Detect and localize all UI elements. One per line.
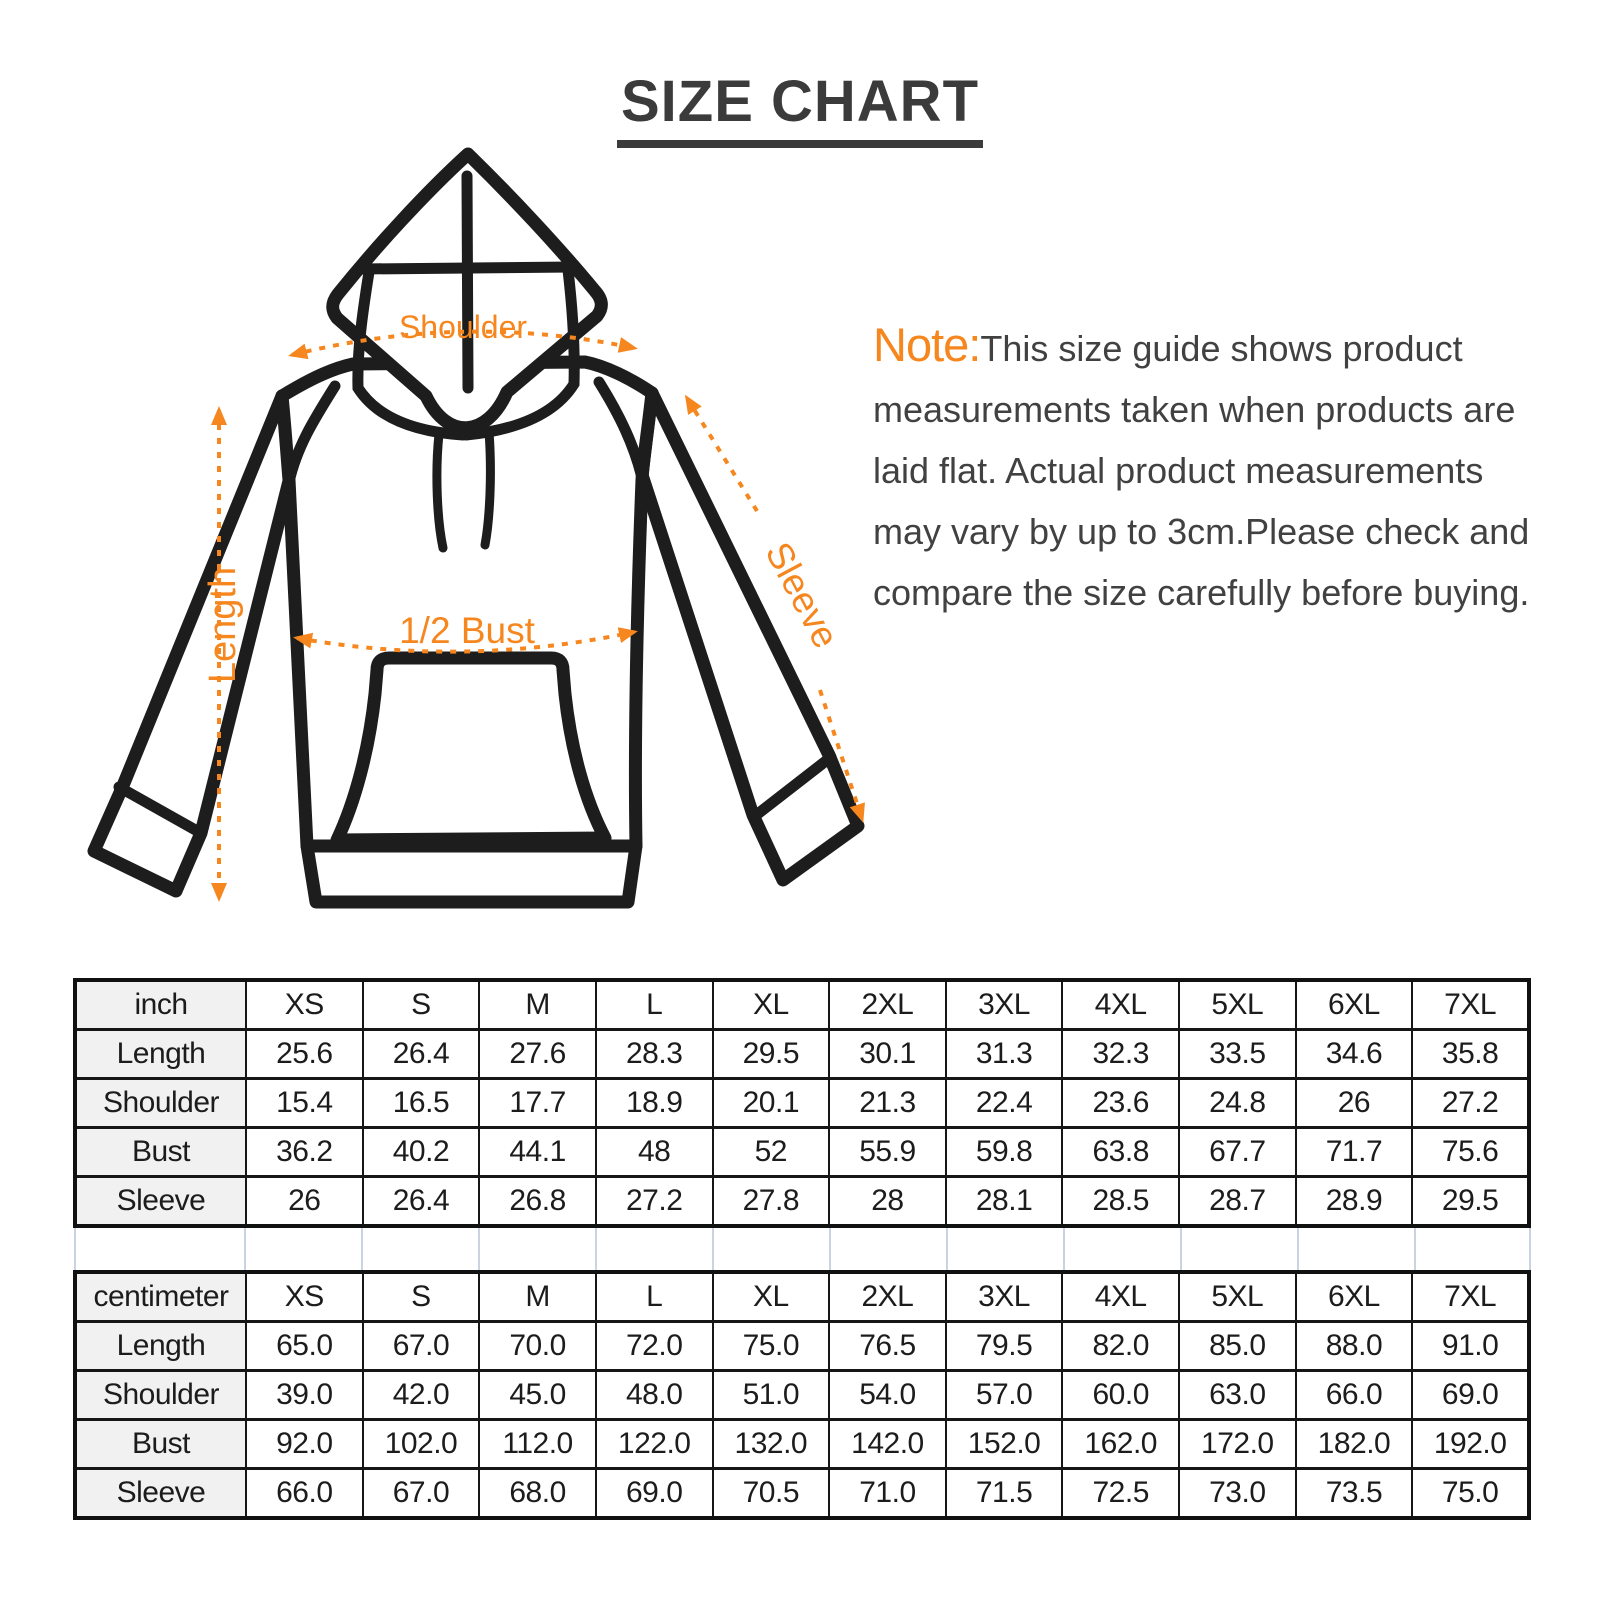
measure-value-cell: 55.9	[829, 1128, 946, 1177]
waistband	[307, 846, 636, 902]
measure-value-cell: 92.0	[246, 1420, 363, 1469]
size-column-header: 5XL	[1179, 1272, 1296, 1322]
measure-value-cell: 26	[246, 1177, 363, 1227]
shoulder-measure-label: Shoulder	[398, 309, 528, 345]
size-column-header: 7XL	[1412, 980, 1529, 1030]
measure-value-cell: 44.1	[479, 1128, 596, 1177]
measure-value-cell: 26.8	[479, 1177, 596, 1227]
measure-value-cell: 16.5	[363, 1079, 480, 1128]
gap-guide-line	[712, 1228, 714, 1270]
size-column-header: 4XL	[1062, 1272, 1179, 1322]
measure-value-cell: 91.0	[1412, 1322, 1529, 1371]
gap-guide-line	[829, 1228, 831, 1270]
measure-value-cell: 69.0	[1412, 1371, 1529, 1420]
measure-value-cell: 68.0	[479, 1469, 596, 1519]
measure-value-cell: 54.0	[829, 1371, 946, 1420]
measure-row	[75, 1128, 1529, 1177]
measure-value-cell: 27.6	[479, 1030, 596, 1079]
centimeter-size-table	[73, 1270, 1531, 1520]
measure-value-cell: 24.8	[1179, 1079, 1296, 1128]
measure-value-cell: 34.6	[1296, 1030, 1413, 1079]
measure-label-cell: Bust	[75, 1128, 246, 1177]
measure-value-cell: 67.7	[1179, 1128, 1296, 1177]
size-column-header: XL	[713, 980, 830, 1030]
measure-label-cell: Length	[75, 1030, 246, 1079]
size-column-header: S	[363, 1272, 480, 1322]
measure-value-cell: 75.0	[713, 1322, 830, 1371]
size-column-header: S	[363, 980, 480, 1030]
measure-value-cell: 75.6	[1412, 1128, 1529, 1177]
measure-value-cell: 52	[713, 1128, 830, 1177]
measure-value-cell: 63.0	[1179, 1371, 1296, 1420]
measure-value-cell: 63.8	[1062, 1128, 1179, 1177]
measure-value-cell: 182.0	[1296, 1420, 1413, 1469]
measure-value-cell: 102.0	[363, 1420, 480, 1469]
measure-label-cell: Sleeve	[75, 1469, 246, 1519]
measure-value-cell: 27.8	[713, 1177, 830, 1227]
measure-value-cell: 18.9	[596, 1079, 713, 1128]
size-column-header: 2XL	[829, 980, 946, 1030]
measure-value-cell: 42.0	[363, 1371, 480, 1420]
measure-value-cell: 69.0	[596, 1469, 713, 1519]
gap-guide-line	[1529, 1228, 1531, 1270]
measure-row	[75, 1469, 1529, 1519]
size-column-header: 3XL	[946, 1272, 1063, 1322]
measure-value-cell: 67.0	[363, 1469, 480, 1519]
measure-value-cell: 122.0	[596, 1420, 713, 1469]
note-prefix: Note:	[873, 318, 981, 371]
measure-value-cell: 26.4	[363, 1030, 480, 1079]
measure-label-cell: Length	[75, 1322, 246, 1371]
measure-row	[75, 1420, 1529, 1469]
gap-guide-line	[595, 1228, 597, 1270]
gap-guide-line	[74, 1228, 76, 1270]
measure-row	[75, 1322, 1529, 1371]
measure-value-cell: 59.8	[946, 1128, 1063, 1177]
measure-row	[75, 1177, 1529, 1227]
unit-label-cell: inch	[75, 980, 246, 1030]
size-column-header: M	[479, 1272, 596, 1322]
measure-value-cell: 71.7	[1296, 1128, 1413, 1177]
note-line: compare the size carefully before buying.	[873, 572, 1530, 613]
measure-value-cell: 36.2	[246, 1128, 363, 1177]
measure-value-cell: 25.6	[246, 1030, 363, 1079]
measure-value-cell: 20.1	[713, 1079, 830, 1128]
size-column-header: XL	[713, 1272, 830, 1322]
measure-value-cell: 30.1	[829, 1030, 946, 1079]
measure-value-cell: 28.1	[946, 1177, 1063, 1227]
measure-value-cell: 79.5	[946, 1322, 1063, 1371]
measure-value-cell: 22.4	[946, 1079, 1063, 1128]
measure-value-cell: 67.0	[363, 1322, 480, 1371]
measure-value-cell: 29.5	[1412, 1177, 1529, 1227]
page-title-wrap	[0, 69, 1600, 148]
measure-value-cell: 28.5	[1062, 1177, 1179, 1227]
measure-value-cell: 132.0	[713, 1420, 830, 1469]
gap-guide-line	[946, 1228, 948, 1270]
size-tables	[73, 978, 1531, 1520]
measure-value-cell: 28.7	[1179, 1177, 1296, 1227]
measure-value-cell: 76.5	[829, 1322, 946, 1371]
unit-label-cell: centimeter	[75, 1272, 246, 1322]
measure-value-cell: 51.0	[713, 1371, 830, 1420]
hoodie-measurement-diagram	[85, 138, 875, 913]
right-drawstring	[485, 432, 490, 545]
gap-guide-line	[361, 1228, 363, 1270]
measure-value-cell: 65.0	[246, 1322, 363, 1371]
measure-value-cell: 26.4	[363, 1177, 480, 1227]
measure-value-cell: 172.0	[1179, 1420, 1296, 1469]
size-column-header: 5XL	[1179, 980, 1296, 1030]
measure-value-cell: 28.9	[1296, 1177, 1413, 1227]
measure-value-cell: 57.0	[946, 1371, 1063, 1420]
measure-value-cell: 33.5	[1179, 1030, 1296, 1079]
measure-value-cell: 27.2	[1412, 1079, 1529, 1128]
measure-value-cell: 45.0	[479, 1371, 596, 1420]
measure-value-cell: 28	[829, 1177, 946, 1227]
measure-label-cell: Shoulder	[75, 1079, 246, 1128]
measure-value-cell: 162.0	[1062, 1420, 1179, 1469]
size-column-header: 4XL	[1062, 980, 1179, 1030]
page-title: SIZE CHART	[617, 72, 983, 148]
gap-guide-line	[1063, 1228, 1065, 1270]
size-column-header: 6XL	[1296, 980, 1413, 1030]
length-measure-label: Length	[202, 566, 244, 684]
measure-value-cell: 66.0	[1296, 1371, 1413, 1420]
measure-value-cell: 85.0	[1179, 1322, 1296, 1371]
note-line: laid flat. Actual product measurements	[873, 450, 1484, 491]
measure-value-cell: 32.3	[1062, 1030, 1179, 1079]
measure-value-cell: 112.0	[479, 1420, 596, 1469]
measure-value-cell: 71.0	[829, 1469, 946, 1519]
measure-label-cell: Bust	[75, 1420, 246, 1469]
note-line: may vary by up to 3cm.Please check and	[873, 511, 1530, 552]
note-block	[873, 314, 1573, 623]
gap-guide-line	[1180, 1228, 1182, 1270]
measure-value-cell: 152.0	[946, 1420, 1063, 1469]
measure-value-cell: 73.5	[1296, 1469, 1413, 1519]
measure-value-cell: 27.2	[596, 1177, 713, 1227]
measure-value-cell: 31.3	[946, 1030, 1063, 1079]
gap-guide-line	[244, 1228, 246, 1270]
measure-row	[75, 1079, 1529, 1128]
kangaroo-pocket	[337, 658, 605, 840]
measure-value-cell: 82.0	[1062, 1322, 1179, 1371]
measure-value-cell: 70.0	[479, 1322, 596, 1371]
size-column-header: XS	[246, 1272, 363, 1322]
measure-label-cell: Sleeve	[75, 1177, 246, 1227]
measure-value-cell: 72.5	[1062, 1469, 1179, 1519]
measure-value-cell: 142.0	[829, 1420, 946, 1469]
measure-value-cell: 71.5	[946, 1469, 1063, 1519]
measure-value-cell: 29.5	[713, 1030, 830, 1079]
note-line: measurements taken when products are	[873, 389, 1516, 430]
note-text: This size guide shows product	[980, 328, 1463, 369]
measure-value-cell: 28.3	[596, 1030, 713, 1079]
left-sleeve-outline	[94, 396, 291, 891]
measure-value-cell: 73.0	[1179, 1469, 1296, 1519]
measure-row	[75, 1030, 1529, 1079]
measure-value-cell: 60.0	[1062, 1371, 1179, 1420]
gap-guide-line	[478, 1228, 480, 1270]
measure-value-cell: 40.2	[363, 1128, 480, 1177]
measure-value-cell: 48.0	[596, 1371, 713, 1420]
size-header-row	[75, 1272, 1529, 1322]
bust-measure-label: 1/2 Bust	[399, 610, 535, 651]
size-column-header: 3XL	[946, 980, 1063, 1030]
size-column-header: 7XL	[1412, 1272, 1529, 1322]
hoodie-diagram-svg	[85, 138, 875, 913]
measure-value-cell: 70.5	[713, 1469, 830, 1519]
size-column-header: 2XL	[829, 1272, 946, 1322]
measure-value-cell: 17.7	[479, 1079, 596, 1128]
size-header-row	[75, 980, 1529, 1030]
measure-value-cell: 21.3	[829, 1079, 946, 1128]
gap-guide-line	[1414, 1228, 1416, 1270]
table-gap	[73, 1228, 1531, 1270]
measure-value-cell: 39.0	[246, 1371, 363, 1420]
size-column-header: L	[596, 980, 713, 1030]
note-line	[873, 314, 1573, 379]
size-column-header: 6XL	[1296, 1272, 1413, 1322]
size-column-header: L	[596, 1272, 713, 1322]
measure-value-cell: 15.4	[246, 1079, 363, 1128]
sleeve-measure-label: Sleeve	[757, 535, 847, 655]
measure-value-cell: 26	[1296, 1079, 1413, 1128]
measure-value-cell: 88.0	[1296, 1322, 1413, 1371]
measure-value-cell: 192.0	[1412, 1420, 1529, 1469]
size-column-header: M	[479, 980, 596, 1030]
inch-size-table	[73, 978, 1531, 1228]
measure-label-cell: Shoulder	[75, 1371, 246, 1420]
gap-guide-line	[1297, 1228, 1299, 1270]
measure-row	[75, 1371, 1529, 1420]
measure-value-cell: 23.6	[1062, 1079, 1179, 1128]
measure-value-cell: 75.0	[1412, 1469, 1529, 1519]
size-column-header: XS	[246, 980, 363, 1030]
measure-value-cell: 72.0	[596, 1322, 713, 1371]
hood-center-seam	[467, 176, 468, 388]
measure-value-cell: 66.0	[246, 1469, 363, 1519]
measure-value-cell: 48	[596, 1128, 713, 1177]
measure-value-cell: 35.8	[1412, 1030, 1529, 1079]
